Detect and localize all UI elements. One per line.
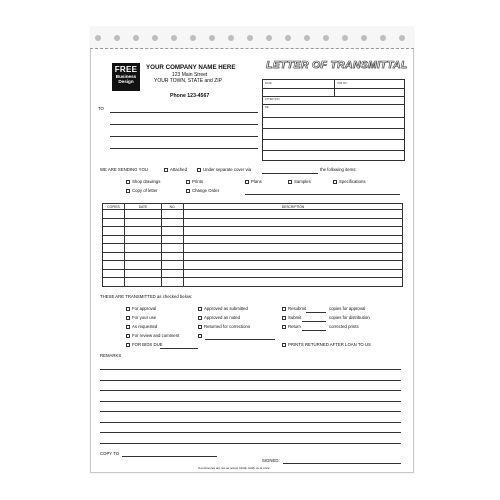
table-cell[interactable] — [125, 244, 162, 253]
table-cell[interactable] — [184, 210, 403, 219]
option-label: Return — [288, 324, 301, 329]
pinfeed-hole — [380, 35, 386, 41]
free-business-design-logo — [112, 63, 140, 91]
specifications-option[interactable] — [333, 180, 366, 184]
to-line[interactable] — [110, 148, 258, 149]
checkbox[interactable] — [126, 180, 130, 184]
checkbox[interactable] — [282, 307, 286, 311]
option-label: Prints — [192, 179, 203, 184]
company-street: 123 Main Street — [172, 72, 208, 78]
following-items-label: the following items: — [320, 167, 357, 172]
table-cell[interactable] — [162, 252, 184, 261]
checkbox[interactable] — [126, 307, 130, 311]
sending-label: WE ARE SENDING YOU — [100, 167, 148, 172]
remarks-line[interactable] — [100, 422, 401, 423]
option-label: For approval — [132, 306, 157, 311]
prints-option[interactable] — [186, 180, 203, 184]
checkbox[interactable] — [126, 316, 130, 320]
header-row — [263, 128, 404, 129]
footer-note: If enclosures are not as noted, kindly notify us at once. — [198, 466, 271, 470]
table-cell[interactable] — [103, 218, 125, 227]
remarks-line[interactable] — [100, 380, 401, 381]
re-label: RE: — [265, 106, 270, 109]
separate-cover-option[interactable] — [197, 168, 251, 172]
table-cell[interactable] — [103, 261, 125, 270]
resubmit-copies-line[interactable] — [306, 312, 326, 313]
for-bids-due-option[interactable] — [126, 343, 163, 347]
to-line[interactable] — [110, 124, 258, 125]
option-label: Returned for corrections — [204, 324, 251, 329]
table-cell[interactable] — [125, 278, 162, 287]
pinfeed-hole — [190, 35, 196, 41]
option-label: Change Order — [192, 188, 220, 193]
option-label: Approved as noted — [204, 315, 241, 320]
checkbox[interactable] — [126, 189, 130, 193]
option-label: Submit — [288, 315, 302, 320]
table-cell[interactable] — [162, 278, 184, 287]
table-cell[interactable] — [103, 269, 125, 278]
remarks-line[interactable] — [100, 432, 401, 433]
job-no-label: JOB NO. — [337, 82, 348, 85]
table-cell[interactable] — [162, 261, 184, 270]
option-label: For review and comment — [132, 333, 180, 338]
signed-label: SIGNED: — [262, 458, 280, 463]
logo-line1: Business — [115, 74, 137, 79]
table-cell[interactable] — [162, 218, 184, 227]
pinfeed-hole — [209, 35, 215, 41]
checkbox[interactable] — [198, 307, 202, 311]
pinfeed-hole — [266, 35, 272, 41]
other-item-line[interactable] — [245, 194, 400, 195]
table-row — [103, 244, 403, 253]
table-row — [103, 261, 403, 270]
logo-line2: Design — [118, 79, 134, 84]
return-copies-line[interactable] — [302, 330, 326, 331]
table-cell[interactable] — [103, 252, 125, 261]
shop-drawings-option[interactable] — [126, 180, 160, 184]
header-row — [263, 104, 404, 105]
checkbox[interactable] — [126, 334, 130, 338]
to-label: TO — [98, 106, 104, 111]
table-cell[interactable] — [184, 252, 403, 261]
form-title: LETTER OF TRANSMITTAL — [266, 59, 408, 71]
checkbox[interactable] — [186, 180, 190, 184]
checkbox[interactable] — [288, 180, 292, 184]
checkbox[interactable] — [198, 334, 202, 338]
option-label: PRINTS RETURNED AFTER LOAN TO US — [288, 342, 371, 347]
header-info-box — [262, 79, 405, 161]
table-cell[interactable] — [125, 252, 162, 261]
submit-copies-line[interactable] — [302, 321, 326, 322]
return-suffix: corrected prints — [329, 324, 359, 329]
checkbox[interactable] — [282, 325, 286, 329]
header-row — [263, 139, 404, 140]
logo-free-text: FREE — [114, 65, 138, 74]
table-cell[interactable] — [162, 244, 184, 253]
table-cell[interactable] — [125, 235, 162, 244]
table-cell[interactable] — [162, 227, 184, 236]
remarks-line[interactable] — [100, 369, 401, 370]
signature-line[interactable] — [283, 463, 401, 464]
pinfeed-hole — [114, 35, 120, 41]
option-label: Plans — [251, 179, 262, 184]
option-label: Specifications — [339, 179, 366, 184]
table-cell[interactable] — [103, 227, 125, 236]
header-row — [263, 150, 404, 151]
table-cell[interactable] — [103, 235, 125, 244]
checkbox[interactable] — [282, 343, 286, 347]
company-name: YOUR COMPANY NAME HERE — [146, 64, 236, 71]
copy-of-letter-option[interactable] — [126, 189, 158, 193]
option-label: FOR BIDS DUE — [132, 342, 163, 347]
items-table-body — [103, 210, 403, 287]
table-cell[interactable] — [184, 278, 403, 287]
col-header-description: DESCRIPTION — [184, 204, 403, 210]
checkbox[interactable] — [197, 168, 201, 172]
option-label: Approved as submitted — [204, 306, 248, 311]
copy-to-line[interactable] — [122, 456, 217, 457]
pinfeed-hole — [171, 35, 177, 41]
as-requested-option[interactable] — [126, 325, 157, 329]
pinfeed-hole — [95, 35, 101, 41]
change-order-option[interactable] — [186, 189, 219, 193]
separate-cover-via-line[interactable] — [262, 173, 318, 174]
table-cell[interactable] — [162, 269, 184, 278]
prints-returned-option[interactable] — [282, 343, 371, 347]
table-cell[interactable] — [125, 269, 162, 278]
table-cell[interactable] — [103, 210, 125, 219]
pinfeed-hole — [399, 35, 405, 41]
table-cell[interactable] — [184, 269, 403, 278]
samples-option[interactable] — [288, 180, 311, 184]
separate-cover-label: Under separate cover via — [203, 167, 252, 172]
pinfeed-hole — [152, 35, 158, 41]
header-row — [263, 96, 404, 97]
table-cell[interactable] — [162, 210, 184, 219]
to-line[interactable] — [110, 136, 258, 137]
remarks-line[interactable] — [100, 401, 401, 402]
submit-suffix: copies for distribution — [329, 315, 370, 320]
table-row — [103, 210, 403, 219]
remarks-line[interactable] — [100, 411, 401, 412]
approved-as-noted-option[interactable] — [198, 316, 240, 320]
table-cell[interactable] — [184, 261, 403, 270]
pinfeed-hole — [285, 35, 291, 41]
checkbox[interactable] — [198, 316, 202, 320]
option-label: Copy of letter — [132, 188, 158, 193]
return-option[interactable] — [282, 325, 301, 329]
table-cell[interactable] — [125, 218, 162, 227]
table-cell[interactable] — [184, 227, 403, 236]
pinfeed-hole — [228, 35, 234, 41]
option-label: Shop drawings — [132, 179, 161, 184]
pinfeed-hole — [304, 35, 310, 41]
submit-option[interactable] — [282, 316, 301, 320]
table-cell[interactable] — [184, 218, 403, 227]
table-cell[interactable] — [162, 235, 184, 244]
resubmit-option[interactable] — [282, 307, 306, 311]
pinfeed-hole — [323, 35, 329, 41]
copy-to-label: COPY TO — [100, 451, 120, 456]
attached-option[interactable] — [164, 168, 187, 172]
attached-label: Attached — [170, 167, 187, 172]
bids-due-date-line[interactable] — [160, 348, 198, 349]
pinfeed-hole — [361, 35, 367, 41]
table-cell[interactable] — [103, 278, 125, 287]
table-cell[interactable] — [103, 244, 125, 253]
option-label: Samples — [294, 179, 311, 184]
checkbox[interactable] — [333, 180, 337, 184]
to-line[interactable] — [110, 112, 258, 113]
pinfeed-hole — [342, 35, 348, 41]
pinfeed-hole — [247, 35, 253, 41]
transmitted-label: THESE ARE TRANSMITTED as checked below: — [100, 294, 193, 299]
col-header-no: NO. — [162, 204, 184, 210]
attention-label: ATTENTION — [265, 98, 280, 101]
other-option-line[interactable] — [205, 339, 275, 340]
table-cell[interactable] — [184, 235, 403, 244]
option-label: As requested — [132, 324, 158, 329]
resubmit-suffix: copies for approval — [329, 306, 366, 311]
returned-for-corrections-option[interactable] — [198, 325, 250, 329]
table-row — [103, 278, 403, 287]
table-row — [103, 218, 403, 227]
plans-option[interactable] — [245, 180, 262, 184]
checkbox[interactable] — [198, 325, 202, 329]
other-option[interactable] — [198, 334, 204, 338]
checkbox[interactable] — [164, 168, 168, 172]
checkbox[interactable] — [126, 325, 130, 329]
company-phone: Phone 123-4567 — [170, 93, 210, 99]
col-header-copies: COPIES — [103, 204, 125, 210]
company-city: YOUR TOWN, STATE and ZIP — [154, 78, 222, 84]
approved-as-submitted-option[interactable] — [198, 307, 248, 311]
option-label: Resubmit — [288, 306, 307, 311]
remarks-line[interactable] — [100, 443, 401, 444]
for-your-use-option[interactable] — [126, 316, 156, 320]
remarks-line[interactable] — [100, 390, 401, 391]
option-label: For your use — [132, 315, 157, 320]
col-header-date: DATE — [125, 204, 162, 210]
table-row — [103, 252, 403, 261]
checkbox[interactable] — [282, 316, 286, 320]
table-cell[interactable] — [125, 210, 162, 219]
checkbox[interactable] — [126, 343, 130, 347]
table-row — [103, 227, 403, 236]
checkbox[interactable] — [186, 189, 190, 193]
items-table — [102, 203, 403, 287]
remarks-label: REMARKS — [100, 353, 122, 358]
for-review-option[interactable] — [126, 334, 179, 338]
date-label: DATE — [265, 82, 272, 85]
table-cell[interactable] — [184, 244, 403, 253]
table-cell[interactable] — [125, 261, 162, 270]
header-row — [263, 88, 404, 89]
pinfeed-hole — [133, 35, 139, 41]
table-row — [103, 235, 403, 244]
for-approval-option[interactable] — [126, 307, 156, 311]
table-cell[interactable] — [125, 227, 162, 236]
table-row — [103, 269, 403, 278]
header-row — [263, 117, 404, 118]
checkbox[interactable] — [245, 180, 249, 184]
